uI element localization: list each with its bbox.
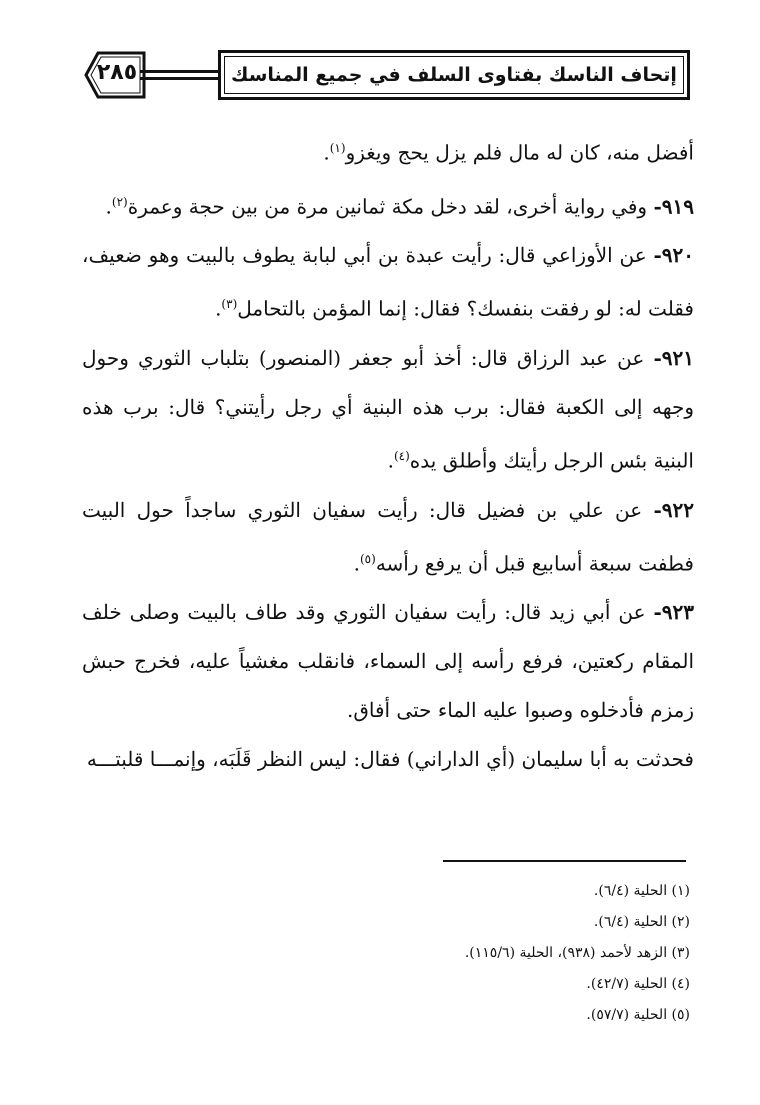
footnotes (70, 876, 690, 1031)
paragraph: ٩٢٢- عن علي بن فضيل قال: رأيت سفيان الثوري ساجداً حول البيت فطفت سبعة أسابيع قبل أن يرفع رأسه$^{(٥)}$. (82, 497, 695, 576)
footnote: (٢) الحلية (٦/٤). (593, 914, 690, 930)
page-number: ٢٨٥ (96, 60, 138, 85)
main-text (82, 124, 694, 784)
paragraph-text: عن عبد الرزاق قال: أخذ أبو جعفر (المنصور) بتلباب الثوري وحول وجهه إلى الكعبة فقال: برب هذه البنية أي رجل رأيتني؟ قال: برب هذه البنية بئس الرجل رأيتك وأطلق يده (82, 345, 694, 473)
footnote: (١) الحلية (٦/٤). (593, 883, 690, 899)
title-frame (218, 50, 690, 100)
footnote: (٤) الحلية (٤٢/٧). (586, 976, 690, 992)
entry-number: ٩٢٠- (653, 243, 695, 268)
paragraph: ٩٢١- عن عبد الرزاق قال: أخذ أبو جعفر (المنصور) بتلباب الثوري وحول وجهه إلى الكعبة فقال: برب هذه البنية أي رجل رأيتني؟ قال: برب هذه البنية بئس الرجل رأيتك وأطلق يده$^{(٤)}$. (82, 345, 694, 473)
footnote-ref: (٤) (393, 448, 410, 463)
paragraph-text: فحدثت به أبا سليمان (أي الداراني) فقال: ليس النظر قَلَبَه، وإنمـــا قلبتـــه (86, 747, 694, 772)
footnote: (٣) الزهد لأحمد (٩٣٨)، الحلية (١١٥/٦). (464, 945, 690, 961)
paragraph: ٩١٩- وفي رواية أخرى، لقد دخل مكة ثمانين مرة من بين حجة وعمرة$^{(٢)}$. (105, 194, 694, 219)
footnote: (٥) الحلية (٥٧/٧). (586, 1007, 690, 1023)
paragraph-text: عن أبي زيد قال: رأيت سفيان الثوري وقد طاف بالبيت وصلى خلف المقام ركعتين، فرفع رأسه إلى السماء، فانقلب مغشياً عليه، فخرج حبش زمزم فأدخلوه وصبوا عليه الماء حتى أفاق. (82, 600, 694, 723)
footnote-ref: (٣) (221, 297, 238, 312)
entry-number: ٩٢٣- (653, 600, 694, 625)
paragraph-text: أفضل منه، كان له مال فلم يزل يحج ويغزو (345, 140, 694, 165)
footnote-separator (443, 860, 686, 862)
running-header (70, 48, 690, 104)
paragraph: أفضل منه، كان له مال فلم يزل يحج ويغزو$^{(١)}$. (323, 140, 694, 165)
footnote-ref: (٢) (111, 194, 128, 209)
paragraph (82, 735, 694, 784)
page-number-badge (84, 50, 142, 100)
paragraph-text: عن علي بن فضيل قال: رأيت سفيان الثوري ساجداً حول البيت فطفت سبعة أسابيع قبل أن يرفع رأسه (82, 497, 694, 576)
paragraph-text: عن الأوزاعي قال: رأيت عبدة بن أبي لبابة يطوف بالبيت وهو ضعيف، فقلت له: لو رفقت بنفسك؟ فقال: إنما المؤمن بالتحامل (82, 243, 694, 321)
entry-number: ٩٢٢- (653, 497, 695, 522)
paragraph (82, 588, 694, 735)
footnote-ref: (١) (329, 141, 346, 155)
footnote-ref: (٥) (359, 551, 376, 566)
book-title: إتحاف الناسك بفتاوى السلف في جميع المناسك (231, 64, 677, 86)
paragraph: ٩٢٠- عن الأوزاعي قال: رأيت عبدة بن أبي لبابة يطوف بالبيت وهو ضعيف، فقلت له: لو رفقت بنفسك؟ فقال: إنما المؤمن بالتحامل$^{(٣)}$. (82, 243, 695, 321)
header-rule (140, 70, 218, 80)
entry-number: ٩٢١- (653, 345, 694, 370)
paragraph-text: وفي رواية أخرى، لقد دخل مكة ثمانين مرة من بين حجة وعمرة (127, 194, 648, 219)
entry-number: ٩١٩- (653, 194, 694, 219)
